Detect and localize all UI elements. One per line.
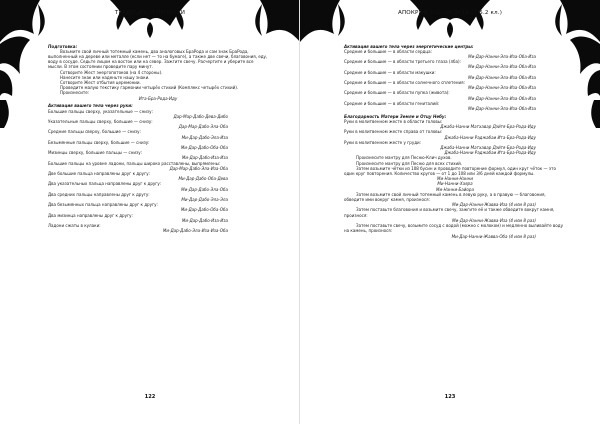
paragraph: Средние и большие — в области гениталий:: [344, 100, 440, 106]
paragraph: Два средних пальцы направлены друг к другу:: [48, 191, 150, 197]
paragraph: Произнесите:: [60, 90, 90, 96]
paragraph: Затем поставьте благовония и возьмите свечу, зажгите её и также обведите вокруг камня, произнося:: [344, 207, 555, 218]
mantra-line: Ми-Дар-Дабо-Оба-Дева: [178, 176, 228, 182]
right-page-text: [344, 41, 566, 239]
mantra-line: Ми-Дар-Дабо-Эла-Оба: [181, 186, 228, 192]
mantra-line: Ми-Нанни-Байора: [436, 186, 474, 192]
paragraph: Затем возьмите чётки из 108 бусин и проводите повторение формул, один круг чёток — это один круг повторения. Количество кругов — от 1 до 108 или 3/6 дней каждой формулы.: [344, 165, 556, 177]
mantra-line: Ми-Дар-Нанни-Эла-Иза-Оба-Иза: [468, 54, 536, 59]
mantra-line: Ми-Дар-Нанни-Эла-Иза-Оба-Иза: [468, 64, 536, 70]
paragraph: Возьмите свой личный тотемный камень, два аналоговых БраРода и сам знак БраРода, выполненный на дереве или металле (если нет — то на бумаге), а также две свечи, благовония, еду, воду в сосуде. Седьте лицом на восток или на север. Зажгите свечу. Расчертите и уберите все мысли. В этом состоянии проведите пару минут.: [48, 48, 268, 70]
mantra-line: Ми-Дар-Дабо-Эла-Иза-Иза-Оба: [162, 228, 228, 234]
paragraph: Средние пальцы сверху, большие — снизу:: [48, 129, 141, 135]
mantra-line: Джаба-Нанни Раджабаи Ита-Бра-Рода-Иду: [444, 134, 536, 140]
right-page: [300, 0, 600, 424]
paragraph: Руки в молитвенном жесте в области головы:: [344, 119, 443, 125]
left-page-text: [48, 41, 268, 234]
paragraph: Мизинцы сверху, большие пальцы — снизу:: [48, 150, 142, 156]
mantra-line: Ми-Нанни-Хаяра: [437, 181, 473, 187]
paragraph: Безымянные пальцы сверху, большие — снизу:: [48, 139, 150, 145]
mantra-line: Джаба-Нанни Матхавар Дэйтя-Бра-Рода-Иду: [440, 124, 536, 130]
right-page-number: 123: [444, 394, 456, 400]
mantra-line: Ми-Дар-Нанни-Жавва-Иза (4 или 8 раз): [452, 217, 536, 223]
mantra-line: Ми-Дар-Дабо-Иза-Иза: [181, 155, 228, 161]
paragraph: Два мизинца направлены друг к другу:: [48, 212, 133, 218]
mantra-line: Ми-Дар-Дабо-Иза-Иза: [181, 217, 228, 223]
mantra-line: Ита-Бра-Рода-Иду: [138, 95, 178, 101]
paragraph: Средние и большие — в области пупка (живота):: [344, 90, 450, 96]
section-heading: Подготовка:: [48, 43, 78, 49]
paragraph: Произнесите мантру для Песню-Клич духов.: [356, 155, 452, 161]
paragraph: Указательные пальцы сверху, большие — снизу:: [48, 119, 153, 125]
mantra-line: Ми-Дар-Нанни-Эла-Иза-Оба-Иза: [468, 74, 536, 80]
paragraph: Ладони сжаты в кулаки:: [48, 223, 101, 229]
mantra-line: Ми-Дар-Дабо-Оба-Оба: [180, 207, 228, 213]
paragraph: Средние и большие — в области солнечного сплетения:: [344, 80, 465, 86]
mantra-line: Ми-Дар-Нанни-Эла-Иза-Оба-Иза: [468, 85, 536, 91]
paragraph: Средние и большие — в области третьего глаза (лба):: [344, 59, 461, 65]
mantra-line: Дар-Мар-Дабо-Эла-Иза-Оба: [169, 165, 228, 171]
mantra-line: Дар-Мар-Дабо-Эла-Оба: [178, 124, 228, 130]
mantra-line: Ми-Нанни-Нанни: [437, 176, 473, 182]
paragraph: Большие пальцы на уровне ладони, пальцы широко расставлены, выпрямлены:: [48, 160, 221, 166]
paragraph: Большие пальцы сверху, указательные — снизу:: [48, 108, 153, 114]
paragraph: Средние и большие — в области сердца:: [344, 48, 432, 54]
paragraph: Две большие пальца направлены друг к другу:: [48, 171, 150, 177]
mantra-line: Ми-Дар-Нанни-Жавва-Иза (4 или 8 раз): [452, 202, 536, 208]
paragraph: Руки в молитвенном жесте справа от головы:: [344, 129, 443, 135]
paragraph: Нанесите знак или наденьте нашу знаки.: [60, 74, 150, 80]
mantra-line: Ми-Дар-Дабо-Эла-Эла: [181, 197, 228, 203]
mantra-line: Ми-Дар-Нанни-Жавва-Оба (4 или 8 раз): [451, 233, 536, 239]
left-running-header: ТРАДИЦИИ И ПРОРОКИ: [114, 10, 186, 16]
section-heading: Активация вашего тела через руки:: [48, 103, 133, 109]
paragraph: Средние и большие — в области макушки:: [344, 69, 436, 75]
mantra-line: Джаба-Нанни Раджабаи Ита-Бра-Рода-Иду: [444, 150, 536, 156]
paragraph: Затем поставьте свечу, возьмите сосуд с водой (можно с молоком) и медленно выливайте воду на камень, произнося:: [344, 223, 563, 234]
mantra-line: Ми-Дар-Дабо-Эла-Иза: [181, 134, 228, 140]
paragraph: Затем возьмите свой личный тотемный камень в левую руку, а в правую — благовония, обведите ими вокруг камня, произнося:: [344, 191, 546, 203]
right-running-header: АПОКРИФ-106: 08.2016 (7/5.2 кл.): [397, 10, 503, 16]
section-heading: Благодарность Матери Земле и Отцу Небу:: [344, 113, 447, 119]
left-page-number: 122: [144, 394, 156, 400]
paragraph: Два указательных пальца направлены друг к другу:: [48, 181, 162, 187]
paragraph: Руки в молитвенном жесте у груди:: [344, 139, 422, 145]
mantra-line: Ми-Дар-Дабо-Оба-Оба: [180, 145, 228, 151]
mantra-line: Ми-Дар-Нанни-Эла-Иза-Оба-Иза: [468, 95, 536, 101]
section-heading: Активация вашего тела через энергетические центры:: [344, 43, 474, 49]
paragraph: Два безымянных пальца направлены друг к другу:: [48, 202, 158, 208]
paragraph: Сотворите Жест энергопотоков (на 4 стороны).: [60, 69, 163, 75]
mantra-line: Джаба-Нанни Матхавар Дэйтя-Бра-Рода-Иду: [440, 145, 536, 151]
paragraph: Сотворите Жест отбытия церемонии.: [60, 80, 141, 86]
mantra-line: Ми-Дар-Нанни-Эла-Иза-Оба-Иза: [468, 106, 536, 112]
paragraph: Проведите малую текстику гармонии четырёх стихий (Комплекс четырёх стихий).: [60, 85, 239, 91]
paragraph: Произнесите мантру для Песню для всех стихий.: [356, 160, 463, 166]
mantra-line: Дар-Мар-Дабо-Дева-Дибо: [173, 113, 228, 119]
